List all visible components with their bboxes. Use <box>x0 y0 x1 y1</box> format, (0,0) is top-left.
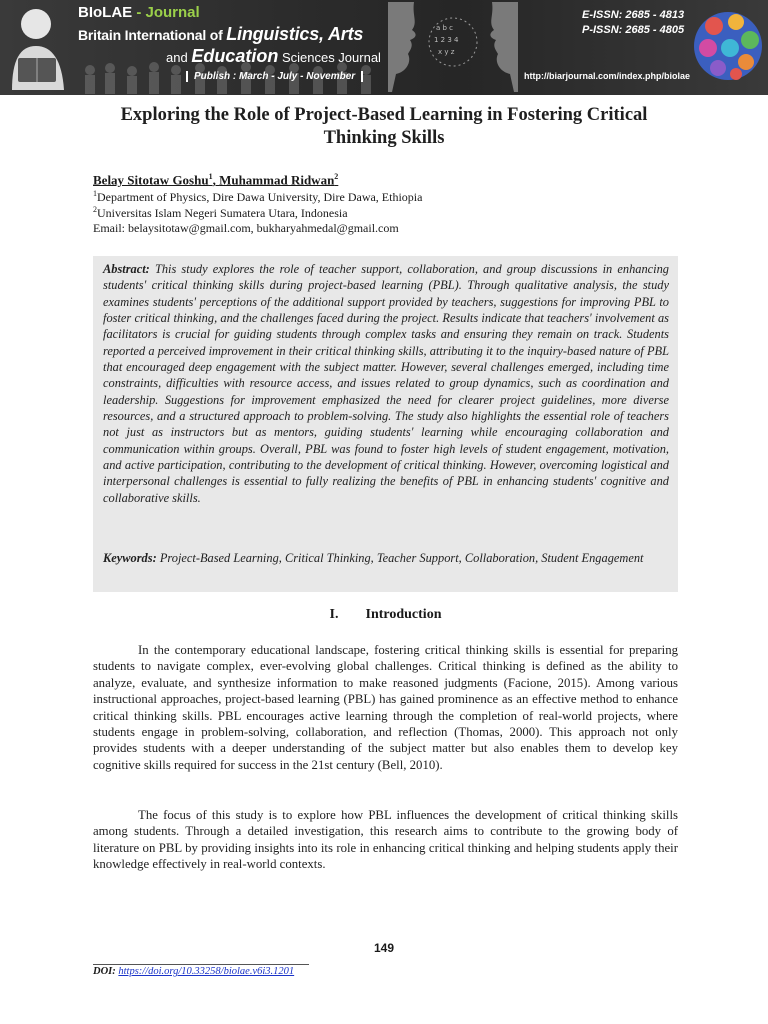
abstract-label: Abstract: <box>103 262 150 276</box>
doi-link[interactable]: https://doi.org/10.33258/biolae.v6i3.1201 <box>118 966 295 977</box>
eissn: E-ISSN: 2685 - 4813 <box>582 9 685 21</box>
journal-url-link[interactable]: http://biarjournal.com/index.php/biolae <box>524 71 691 81</box>
banner-line3-big: Education <box>191 46 279 66</box>
keywords <box>103 550 669 566</box>
affiliation-1 <box>93 189 422 205</box>
banner-line2-big: Linguistics, Arts <box>226 24 364 44</box>
abstract-body: This study explores the role of teacher support, collaboration, and group discussions in enhancing students' critical thinking skills during project-based learning (PBL). Through qualitative analysis, the study examines students' perceptions of the additional support provided by teachers, suggestions for improving PBL to foster critical thinking, and the challenges faced during the project. Results indicate that teachers' involvement as facilitators is crucial for guiding students through complex tasks and ensuring they remain on track. Students reported a perceived improvement in their critical thinking skills, attributing it to the inquiry-based nature of PBL that encouraged deep engagement with the subject matter. However, several challenges emerged, including time constraints, difficulties with resource access, and issues related to group dynamics, such as coordination and leadership. Suggestions for improvement emphasized the need for clearer project guidelines, more diverse resources, and a structured approach to problem-solving. The study also highlights the essential role of teachers not just as instructors but as mentors, guiding students' learning while encouraging collaboration and communication within groups. Overall, PBL was found to foster high levels of student engagement, motivation, and active participation, contributing to the development of critical thinking. However, overcoming logistical and interpersonal challenges is essential to fully realizing the benefits of PBL in enhancing students' cognitive and collaborative skills. <box>103 262 669 505</box>
author-line <box>93 172 338 188</box>
abstract-box <box>93 256 678 592</box>
journal-name <box>78 4 200 21</box>
section-number: I. <box>329 607 339 622</box>
banner-line3-rest: Sciences Journal <box>278 50 381 65</box>
svg-text:a b c: a b c <box>436 24 454 32</box>
doi-line <box>93 966 294 977</box>
face-profiles-icon <box>388 2 518 92</box>
page-number: 149 <box>373 941 395 955</box>
footer-divider <box>93 964 309 965</box>
intro-paragraph-2: The focus of this study is to explore how PBL influences the development of critical thinking skills among students. Through a detailed investigation, this research aims to contribute to the growing body of literature on PBL by providing insights into its role in enhancing critical thinking and helping students apply their knowledge effectively in real-world contexts. <box>93 808 678 872</box>
affiliation-2 <box>93 205 348 221</box>
journal-banner <box>0 0 768 95</box>
banner-line2 <box>78 24 363 45</box>
keywords-label: Keywords: <box>103 551 157 565</box>
colorful-globe-icon <box>686 2 766 92</box>
publish-schedule: Publish : March - July - November <box>186 71 363 82</box>
intro-paragraph-1: In the contemporary educational landscape, fostering critical thinking skills is essential for preparing students to navigate complex, ever-evolving global challenges. Critical thinking is defined as the ability to analyze, evaluate, and synthesize information to make reasoned judgments (Facione, 2015). Among various instructional approaches, project-based learning (PBL) has gained prominence as an effective method to enhance critical thinking skills. PBL encourages active learning through the completion of real-world projects, where students engage in problem-solving, collaboration, and reflection (Thomas, 2000). This approach not only provides students with a deeper understanding of the subject matter but also enables them to develop key cognitive skills required for success in the 21st century (Bell, 2010). <box>93 643 678 772</box>
keywords-body: Project-Based Learning, Critical Thinking, Teacher Support, Collaboration, Student Engagement <box>159 551 644 565</box>
doi-label: DOI: <box>93 966 116 977</box>
email-line: Email: belaysitotaw@gmail.com, bukharyahmedal@gmail.com <box>93 221 399 235</box>
section-title: Introduction <box>365 607 442 622</box>
pissn: P-ISSN: 2685 - 4805 <box>582 24 685 36</box>
abstract <box>103 261 669 506</box>
author-2-sup: 2 <box>334 172 339 181</box>
author-1-sup: 1 <box>208 172 213 181</box>
affiliation-2-text: Universitas Islam Negeri Sumatera Utara, Indonesia <box>97 206 348 220</box>
reader-silhouette-icon <box>6 2 70 90</box>
paper-title: Exploring the Role of Project-Based Learning in Fostering Critical Thinking Skills <box>120 105 648 148</box>
journal-suffix: - Journal <box>132 4 200 21</box>
affiliation-1-text: Department of Physics, Dire Dawa University, Dire Dawa, Ethiopia <box>97 190 423 204</box>
journal-prefix: BIoLAE <box>78 4 133 21</box>
author-2: Muhammad Ridwan <box>219 172 335 188</box>
issn-block <box>582 8 684 38</box>
section-heading-introduction <box>93 607 678 623</box>
author-1: Belay Sitotaw Goshu <box>93 172 209 188</box>
affiliation-2-sup: 2 <box>93 205 97 214</box>
svg-text:x y z: x y z <box>438 48 455 56</box>
author-sep: , <box>212 172 220 188</box>
svg-text:1 2 3 4: 1 2 3 4 <box>434 36 459 44</box>
banner-line3-and: and <box>166 50 192 65</box>
banner-line3 <box>166 46 381 67</box>
banner-line2-text: Britain International of <box>78 27 227 43</box>
affiliation-1-sup: 1 <box>93 189 97 198</box>
